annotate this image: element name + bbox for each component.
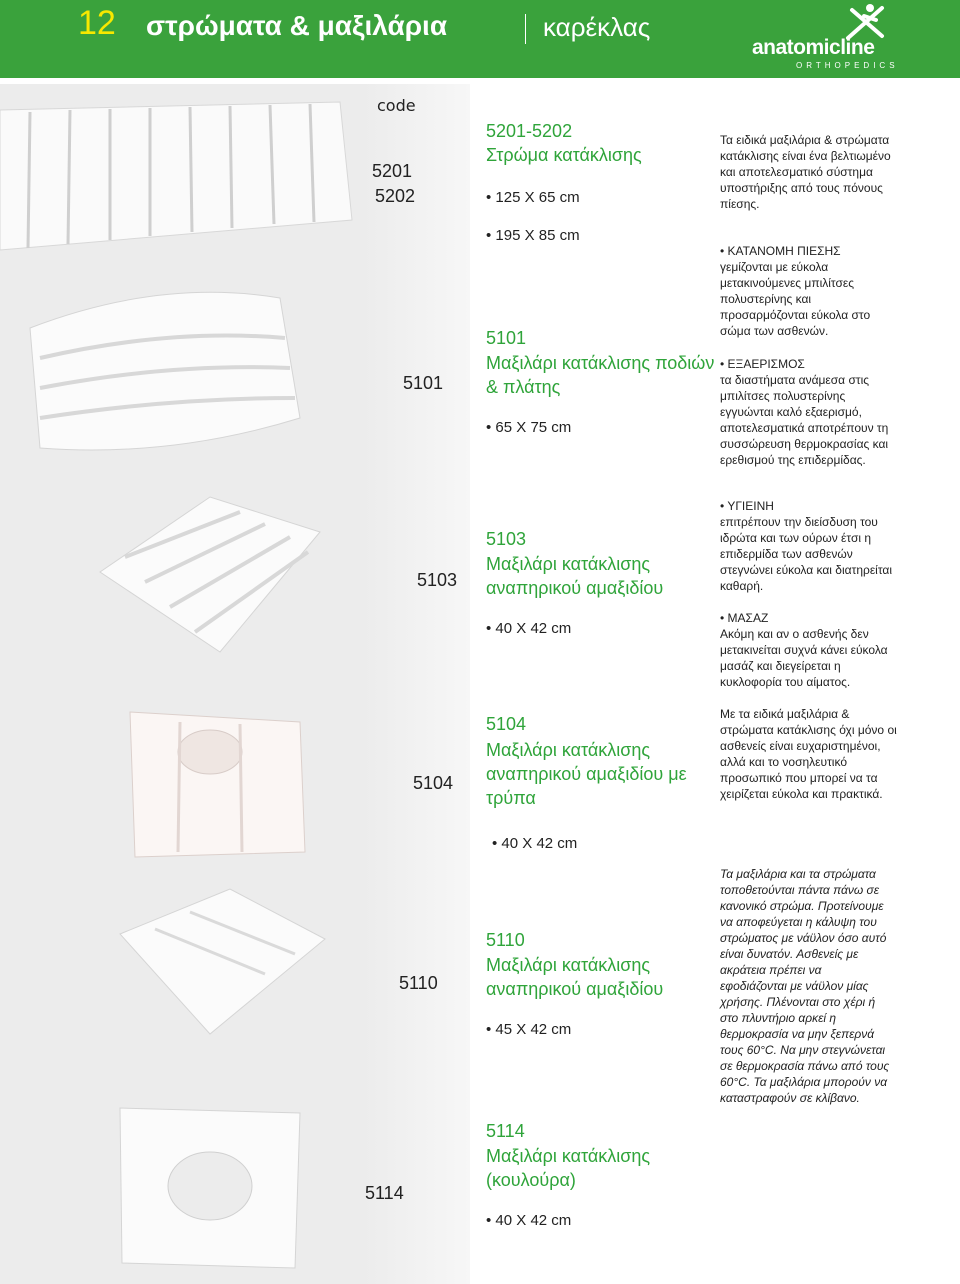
header-bar	[0, 0, 960, 78]
feature-block	[720, 610, 900, 690]
description-intro: Τα ειδικά μαξιλάρια & στρώματα κατάκλισης είναι ένα βελτιωμένο και αποτελεσματικό σύστημα υποστήριξης από τους πόνους πίεσης.	[720, 133, 891, 211]
product-title-code: 5104	[486, 714, 527, 734]
product-code-5110: 5110	[399, 973, 438, 993]
feature-title: • ΚΑΤΑΝΟΜΗ ΠΙΕΣΗΣ	[720, 244, 841, 258]
pillow-5104-photo	[120, 692, 320, 872]
product-title-code: 5101	[486, 328, 527, 348]
feature-text: Ακόμη και αν ο ασθενής δεν μετακινείται συχνά κάνει εύκολα μασάζ και διεγείρεται η κυκλοφορία του αίματος.	[720, 627, 888, 689]
pillow-5114-photo	[110, 1098, 310, 1278]
feature-text: τα διαστήματα ανάμεσα στις μπιλίτσες πολυστερίνης εγγυώνται καλό εξαερισμό, αποτελεσματικά αποτρέπουν τη συσσώρευση θερμοκρασίας και ερεθισμού της επιδερμίδας.	[720, 373, 889, 467]
feature-block	[720, 243, 900, 339]
product-title-code: 5114	[486, 1121, 525, 1141]
product-title-name: Μαξιλάρι κατάκλισης αναπηρικού αμαξιδίου	[486, 955, 664, 999]
pillow-5101-photo	[10, 268, 310, 468]
description-closing: Με τα ειδικά μαξιλάρια & στρώματα κατάκλισης όχι μόνο οι ασθενείς είναι ευχαριστημένοι, αλλά και το νοσηλευτικό προσωπικό που μπορεί να τα χειρίζεται εύκολα και πρακτικά.	[720, 707, 897, 801]
product-title-name: Μαξιλάρι κατάκλισης ποδιών & πλάτης	[486, 353, 715, 397]
product-dimension: • 45 X 42 cm	[486, 1021, 572, 1038]
feature-block	[720, 356, 900, 468]
logo-wordmark: anatomicline	[752, 36, 875, 59]
product-dimension: • 65 X 75 cm	[486, 419, 572, 436]
feature-text: επιτρέπουν την διείσδυση του ιδρώτα και των ούρων έτσι η επιδερμίδα των ασθενών στεγνώνει εύκολα και διατηρείται καθαρή.	[720, 515, 893, 593]
product-dimension: • 40 X 42 cm	[492, 835, 578, 852]
product-title-name: Μαξιλάρι κατάκλισης αναπηρικού αμαξιδίου	[486, 554, 664, 598]
product-title-name: Στρώμα κατάκλισης	[486, 145, 642, 165]
page-title: στρώματα & μαξιλάρια	[146, 10, 448, 41]
care-notes: Τα μαξιλάρια και τα στρώματα τοποθετούνται πάντα πάνω σε κανονικό στρώμα. Προτείνουμε να αποφεύγεται η κάλυψη του στρώματος με νάϋλον όσο αυτό είναι δυνατόν. Ασθενείς με ακράτεια πρέπει να εφοδιάζονται με νάϋλον μίας χρήσης. Πλένονται στο χέρι ή στο πλυντήριο αρκεί η θερμοκρασία να μην ξεπερνά τους 60°C. Να μην στεγνώνεται σε θερμοκρασία πάνω από τους 60°C. Τα μαξιλάρια μπορούν να καταστραφούν σε κλίβανο.	[720, 867, 890, 1105]
product-code-5114: 5114	[365, 1183, 404, 1203]
product-code-5104: 5104	[413, 773, 454, 793]
product-title-code: 5201-5202	[486, 121, 573, 141]
feature-title: • ΜΑΣΑΖ	[720, 611, 769, 625]
mattress-photo	[0, 100, 362, 260]
feature-text: γεμίζονται με εύκολα μετακινούμενες μπιλίτσες πολυστερίνης και προσαρμόζονται εύκολα στο σώμα των ασθενών.	[720, 260, 871, 338]
code-column-header: code	[377, 96, 416, 115]
product-title-name: Μαξιλάρι κατάκλισης (κουλούρα)	[486, 1146, 651, 1190]
product-dimension: • 40 X 42 cm	[486, 620, 572, 637]
product-title-code: 5103	[486, 529, 527, 549]
page-subtitle: καρέκλας	[543, 12, 651, 42]
product-dimension: • 125 X 65 cm	[486, 189, 580, 206]
product-title-name: Μαξιλάρι κατάκλισης αναπηρικού αμαξιδίου με τρύπα	[486, 740, 687, 808]
product-code-5202: 5202	[375, 186, 416, 206]
product-photo-panel-fade	[362, 84, 470, 1284]
product-title-code: 5110	[486, 930, 525, 950]
product-dimension: • 40 X 42 cm	[486, 1212, 572, 1229]
pillow-5110-photo	[100, 884, 340, 1044]
product-code-5101: 5101	[403, 373, 444, 393]
page-number: 12	[78, 4, 116, 42]
pillow-5103-photo	[90, 492, 330, 662]
feature-title: • ΥΓΙΕΙΝΗ	[720, 499, 774, 513]
product-code-5103: 5103	[417, 570, 458, 590]
feature-block	[720, 498, 900, 594]
product-dimension: • 195 X 85 cm	[486, 227, 580, 244]
title-separator	[525, 14, 526, 44]
product-code-5201: 5201	[372, 161, 413, 181]
logo-subtitle: ORTHOPEDICS	[796, 61, 899, 70]
feature-title: • ΕΞΑΕΡΙΣΜΟΣ	[720, 357, 805, 371]
